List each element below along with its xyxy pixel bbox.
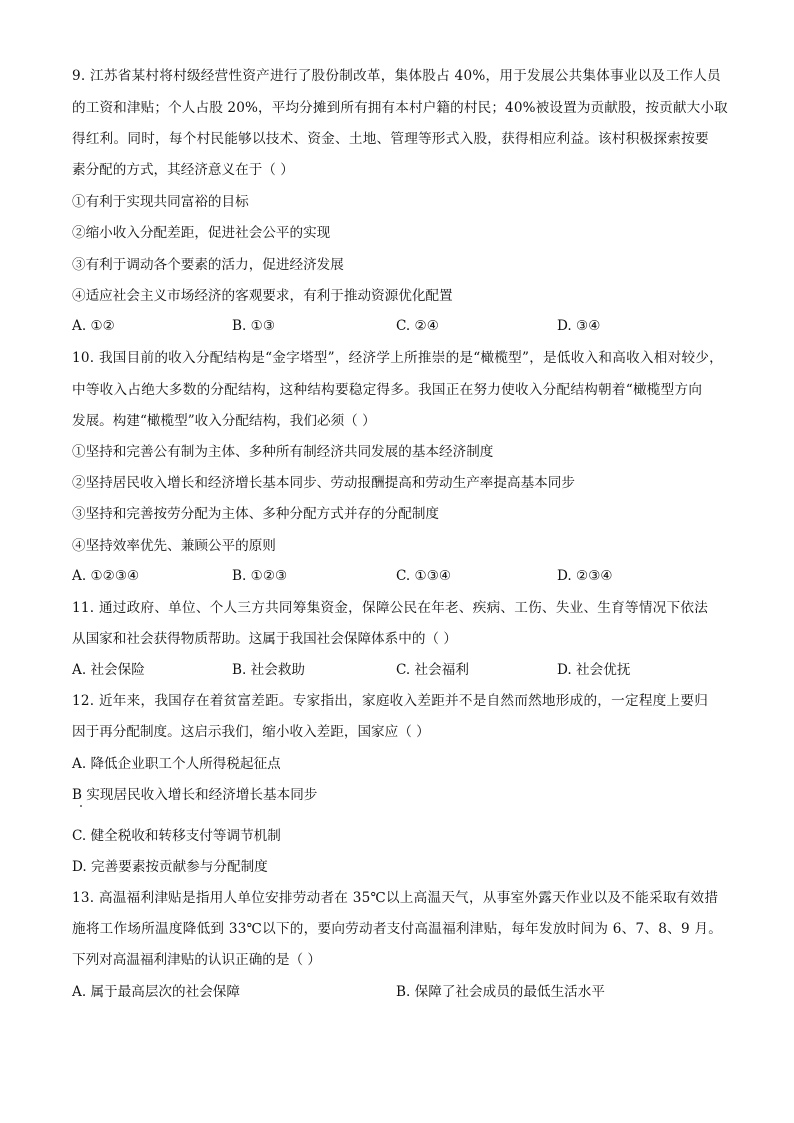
q12-stem-line-1: 12. 近年来，我国存在着贫富差距。专家指出，家庭收入差距并不是自然而然地形成的，一定程度上要归 [72, 693, 709, 709]
q9-option-d: D. ③④ [557, 318, 601, 334]
q10-option-c: C. ①③④ [396, 568, 452, 584]
q10-stem-line-1: 10. 我国目前的收入分配结构是“金字塔型”，经济学上所推崇的是“橄榄型”，是低收入和高收入相对较少， [72, 350, 724, 366]
q9-item-1: ①有利于实现共同富裕的目标 [72, 194, 249, 210]
q9-stem-line-2: 的工资和津贴；个人占股 20%，平均分摊到所有拥有本村户籍的村民；40%被设置为贡献股，按贡献大小取 [72, 100, 728, 116]
q11-option-b: B. 社会救助 [232, 662, 306, 678]
q9-stem-line-3: 得红利。同时，每个村民能够以技术、资金、土地、管理等形式入股，获得相应利益。该村积极探索按要 [72, 131, 709, 147]
q11-option-a: A. 社会保险 [72, 662, 145, 678]
q12-stem-line-2: 因于再分配制度。这启示我们，缩小收入差距，国家应（ ） [72, 724, 430, 740]
q11-stem-line-1: 11. 通过政府、单位、个人三方共同筹集资金，保障公民在年老、疾病、工伤、失业、生育等情况下依法 [72, 600, 709, 616]
q12-option-b: B 实现居民收入增长和经济增长基本同步 [72, 787, 318, 803]
stray-dot [80, 805, 82, 807]
q9-option-a: A. ①② [72, 318, 115, 334]
q12-option-d: D. 完善要素按贡献参与分配制度 [72, 859, 268, 875]
q10-option-b: B. ①②③ [232, 568, 288, 584]
q9-stem-line-1: 9. 江苏省某村将村级经营性资产进行了股份制改革，集体股占 40%，用于发展公共集体事业以及工作人员 [72, 68, 721, 84]
q9-item-2: ②缩小收入分配差距，促进社会公平的实现 [72, 225, 331, 241]
q9-option-b: B. ①③ [232, 318, 276, 334]
q10-item-1: ①坚持和完善公有制为主体、多种所有制经济共同发展的基本经济制度 [72, 444, 494, 460]
q13-stem-line-2: 施将工作场所温度降低到 33℃以下的，要向劳动者支付高温福利津贴，每年发放时间为 6、7、8、9 月。 [72, 921, 723, 937]
q10-item-4: ④坚持效率优先、兼顾公平的原则 [72, 538, 276, 554]
q13-option-a: A. 属于最高层次的社会保障 [72, 984, 240, 1000]
q10-stem-line-3: 发展。构建“橄榄型”收入分配结构，我们必须（ ） [72, 413, 376, 429]
q11-option-d: D. 社会优抚 [557, 662, 631, 678]
q11-stem-line-2: 从国家和社会获得物质帮助。这属于我国社会保障体系中的（ ） [72, 631, 457, 647]
q10-item-2: ②坚持居民收入增长和经济增长基本同步、劳动报酬提高和劳动生产率提高基本同步 [72, 475, 575, 491]
q13-stem-line-3: 下列对高温福利津贴的认识正确的是（ ） [72, 952, 322, 968]
q12-option-c: C. 健全税收和转移支付等调节机制 [72, 828, 281, 844]
q9-stem-line-4: 素分配的方式，其经济意义在于（ ） [72, 162, 294, 178]
q11-option-c: C. 社会福利 [396, 662, 469, 678]
q9-option-c: C. ②④ [396, 318, 439, 334]
q9-item-3: ③有利于调动各个要素的活力，促进经济发展 [72, 257, 344, 273]
q10-item-3: ③坚持和完善按劳分配为主体、多种分配方式并存的分配制度 [72, 506, 440, 522]
q10-stem-line-2: 中等收入占绝大多数的分配结构，这种结构要稳定得多。我国正在努力使收入分配结构朝着“橄榄型方向 [72, 382, 703, 398]
q13-option-b: B. 保障了社会成员的最低生活水平 [396, 984, 605, 1000]
q10-option-a: A. ①②③④ [72, 568, 140, 584]
q9-item-4: ④适应社会主义市场经济的客观要求，有利于推动资源优化配置 [72, 288, 453, 304]
q12-option-a: A. 降低企业职工个人所得税起征点 [72, 756, 281, 772]
q13-stem-line-1: 13. 高温福利津贴是指用人单位安排劳动者在 35℃以上高温天气，从事室外露天作业以及不能采取有效措 [72, 890, 719, 906]
q10-option-d: D. ②③④ [557, 568, 613, 584]
